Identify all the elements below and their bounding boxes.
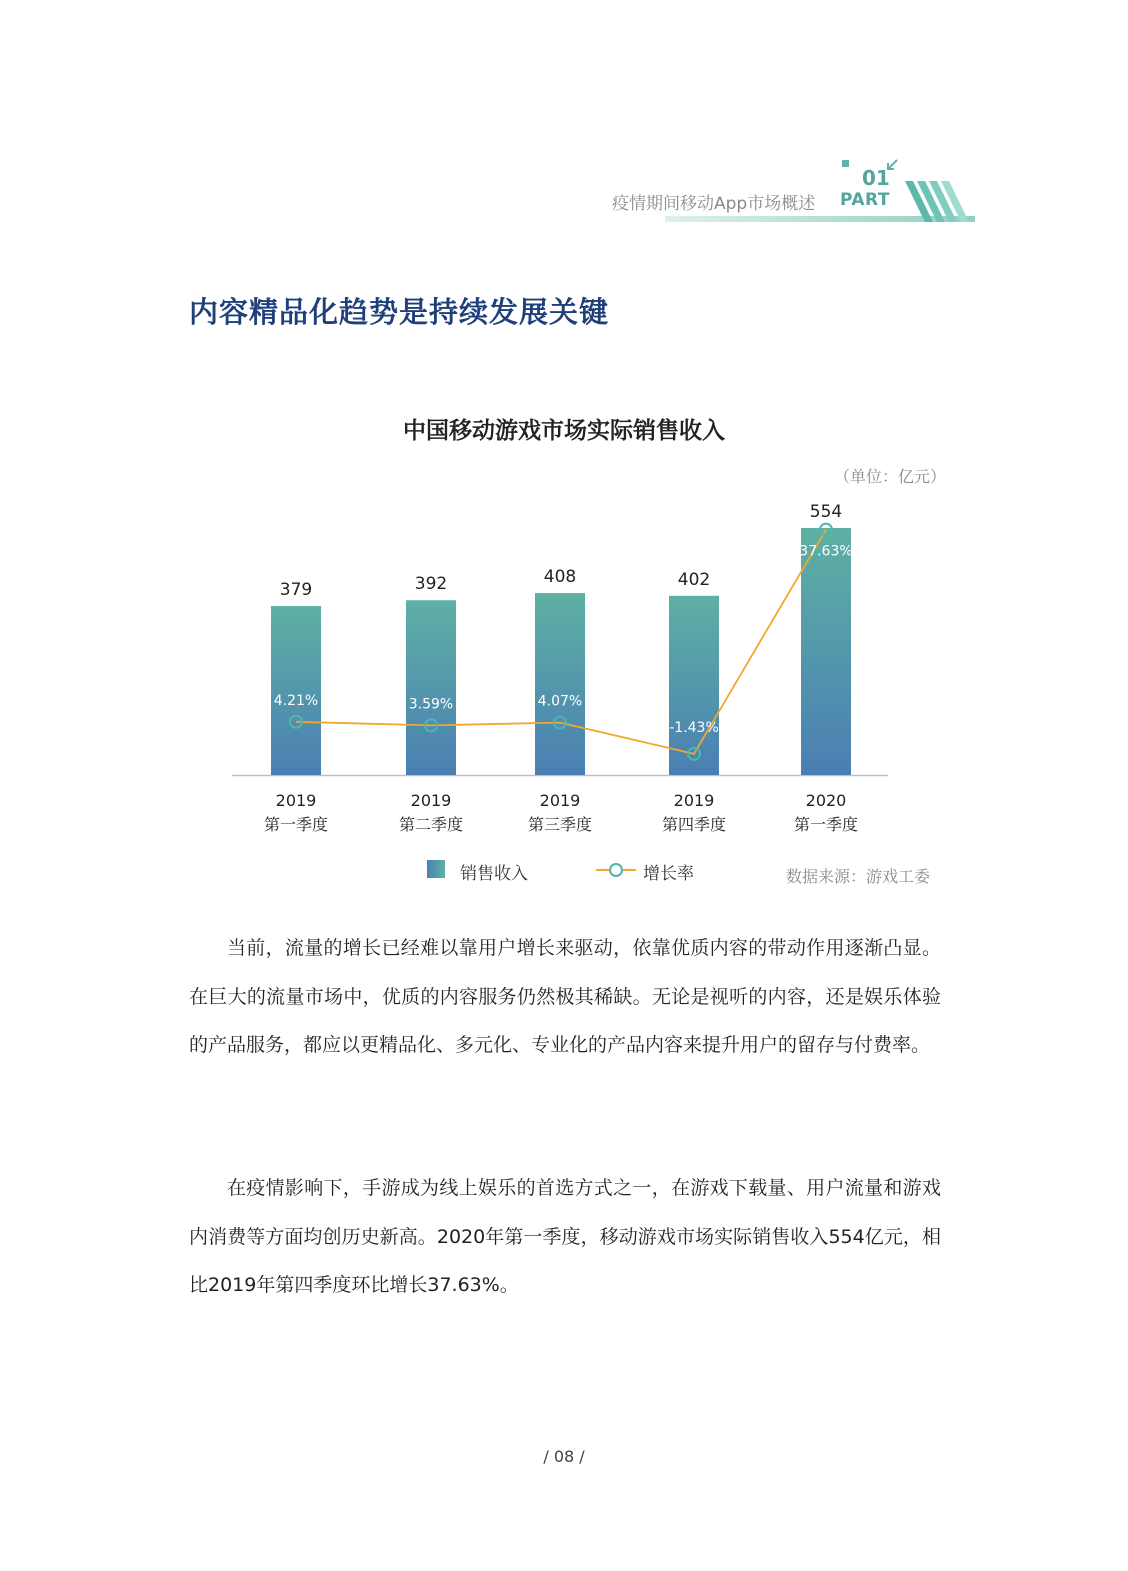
category-quarter-5: 第一季度 bbox=[793, 815, 859, 834]
bar-5 bbox=[801, 528, 851, 775]
bar-value-label-4: 402 bbox=[677, 569, 711, 590]
growth-label-3: 4.07% bbox=[537, 693, 583, 710]
bar-value-label-5: 554 bbox=[809, 502, 843, 522]
bar-2 bbox=[406, 600, 456, 775]
category-quarter-4: 第四季度 bbox=[661, 815, 727, 834]
bar-1 bbox=[271, 606, 321, 775]
part-label: PART bbox=[840, 190, 890, 210]
category-quarter-3: 第三季度 bbox=[527, 815, 593, 834]
category-year-4: 2019 bbox=[673, 791, 715, 810]
paragraph-1: 当前，流量的增长已经难以靠用户增长来驱动，依靠优质内容的带动作用逐渐凸显。在巨大的流量市场中，优质的内容服务仍然极其稀缺。无论是视听的内容，还是娱乐体验的产品服务，都应以更精品化、多元化、专业化的产品内容来提升用户的留存与付费率。 bbox=[189, 937, 941, 1056]
growth-label-4: -1.43% bbox=[669, 719, 719, 736]
data-source: 数据来源：游戏工委 bbox=[786, 867, 931, 886]
page-number: / 08 / bbox=[543, 1447, 585, 1466]
section-title: 内容精品化趋势是持续发展关键 bbox=[189, 295, 610, 329]
category-year-2: 2019 bbox=[410, 791, 452, 810]
bar-3 bbox=[535, 593, 585, 775]
legend-revenue-label: 销售收入 bbox=[460, 864, 528, 884]
legend-growth-marker bbox=[596, 862, 636, 878]
chart-title: 中国移动游戏市场实际销售收入 bbox=[403, 418, 725, 444]
chart-unit: （单位：亿元） bbox=[834, 467, 947, 486]
category-year-3: 2019 bbox=[539, 791, 581, 810]
bar-value-label-3: 408 bbox=[543, 567, 577, 588]
bar-value-label-1: 379 bbox=[279, 580, 313, 601]
growth-label-5: 37.63% bbox=[799, 543, 853, 560]
legend-growth-label: 增长率 bbox=[643, 864, 694, 884]
legend-revenue-swatch bbox=[427, 860, 445, 878]
growth-label-1: 4.21% bbox=[273, 692, 319, 709]
category-year-5: 2020 bbox=[805, 791, 847, 810]
header-title: 疫情期间移动App市场概述 bbox=[612, 194, 816, 214]
growth-label-2: 3.59% bbox=[408, 696, 454, 713]
category-year-1: 2019 bbox=[275, 791, 317, 810]
category-quarter-1: 第一季度 bbox=[263, 815, 329, 834]
paragraph-2: 在疫情影响下，手游成为线上娱乐的首选方式之一，在游戏下载量、用户流量和游戏内消费等方面均创历史新高。2020年第一季度，移动游戏市场实际销售收入554亿元，相比2019年第四季度环比增长37.63%。 bbox=[189, 1177, 941, 1296]
part-number: 01 bbox=[862, 166, 890, 190]
category-quarter-2: 第二季度 bbox=[398, 815, 464, 834]
bar-value-label-2: 392 bbox=[414, 574, 448, 595]
